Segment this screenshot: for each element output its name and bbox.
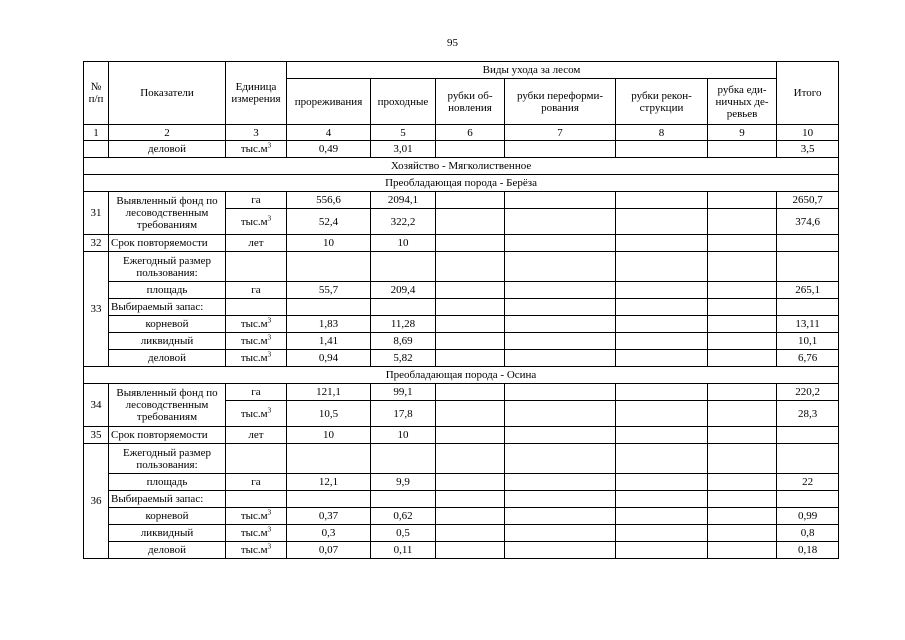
cell-thinning: 0,94	[287, 350, 371, 367]
row-unit: $тыс.м^3$	[226, 350, 287, 367]
cell-total: 13,11	[777, 316, 839, 333]
header-total: Итого	[777, 62, 839, 125]
cell-passing: 0,5	[371, 525, 436, 542]
table-row	[84, 508, 839, 525]
cell-thinning: 0,07	[287, 542, 371, 559]
forest-care-table	[83, 61, 839, 559]
row-label: деловой	[109, 141, 226, 158]
cell-passing: 17,8	[371, 401, 436, 427]
header-group-title: Виды ухода за лесом	[287, 62, 777, 79]
row-label: площадь	[109, 282, 226, 299]
subsection-row	[84, 367, 839, 384]
row-label: деловой	[109, 350, 226, 367]
cell-total: 28,3	[777, 401, 839, 427]
row-unit: $тыс.м^3$	[226, 542, 287, 559]
section-title: Хозяйство - Мягколиственное	[84, 158, 839, 175]
header-single-trees: рубка еди-ничных де-ревьев	[708, 79, 777, 125]
header-passing: проходные	[371, 79, 436, 125]
index-cell: 8	[616, 125, 708, 141]
row-number: 36	[84, 444, 109, 559]
header-thinning: прореживания	[287, 79, 371, 125]
cell-thinning: 0,49	[287, 141, 371, 158]
table-row	[84, 444, 839, 474]
row-unit: $тыс.м^3$	[226, 508, 287, 525]
cell-total: 0,8	[777, 525, 839, 542]
subsection-row	[84, 175, 839, 192]
cell-thinning: 0,3	[287, 525, 371, 542]
row-unit: га	[226, 192, 287, 209]
header-num: № п/п	[84, 62, 109, 125]
cell-passing: 322,2	[371, 209, 436, 235]
table-row	[84, 299, 839, 316]
index-cell: 9	[708, 125, 777, 141]
table-row	[84, 427, 839, 444]
cell-passing: 99,1	[371, 384, 436, 401]
row-number: 34	[84, 384, 109, 427]
cell-total: 6,76	[777, 350, 839, 367]
row-unit: $тыс.м^3$	[226, 333, 287, 350]
cell-thinning: 121,1	[287, 384, 371, 401]
cell-thinning: 12,1	[287, 474, 371, 491]
subsection-title: Преобладающая порода - Осина	[84, 367, 839, 384]
table-row	[84, 282, 839, 299]
cell-thinning: 55,7	[287, 282, 371, 299]
header-row	[84, 62, 839, 79]
cell-passing: 2094,1	[371, 192, 436, 209]
row-unit: га	[226, 282, 287, 299]
cell-total: 3,5	[777, 141, 839, 158]
cell-passing: 3,01	[371, 141, 436, 158]
table-row	[84, 235, 839, 252]
row-label: ликвидный	[109, 333, 226, 350]
cell-thinning: 10	[287, 427, 371, 444]
cell-thinning: 1,83	[287, 316, 371, 333]
cell-total: 22	[777, 474, 839, 491]
cell-total: 265,1	[777, 282, 839, 299]
row-unit: $тыс.м^3$	[226, 141, 287, 158]
header-reform: рубки переформи-рования	[505, 79, 616, 125]
table-row	[84, 491, 839, 508]
table-row	[84, 141, 839, 158]
header-unit: Единица измерения	[226, 62, 287, 125]
row-unit: $тыс.м^3$	[226, 401, 287, 427]
page-number: 95	[447, 37, 458, 49]
index-cell: 3	[226, 125, 287, 141]
cell-passing: 10	[371, 235, 436, 252]
index-cell: 6	[436, 125, 505, 141]
header-index-row	[84, 125, 839, 141]
table-row	[84, 316, 839, 333]
row-label: площадь	[109, 474, 226, 491]
row-label: Выбираемый запас:	[109, 491, 226, 508]
index-cell: 4	[287, 125, 371, 141]
header-indicators: Показатели	[109, 62, 226, 125]
table-row	[84, 333, 839, 350]
row-unit: $тыс.м^3$	[226, 209, 287, 235]
subsection-title: Преобладающая порода - Берёза	[84, 175, 839, 192]
cell-passing: 0,11	[371, 542, 436, 559]
cell-thinning: 556,6	[287, 192, 371, 209]
table-row	[84, 384, 839, 401]
table-row	[84, 192, 839, 209]
row-unit: га	[226, 474, 287, 491]
index-cell: 5	[371, 125, 436, 141]
table-row	[84, 542, 839, 559]
section-row	[84, 158, 839, 175]
row-label: Выявленный фонд по лесоводственным требованиям	[109, 192, 226, 235]
table-row	[84, 474, 839, 491]
row-label: Ежегодный размер пользования:	[109, 444, 226, 474]
cell-passing: 0,62	[371, 508, 436, 525]
row-number: 33	[84, 252, 109, 367]
row-label: Выбираемый запас:	[109, 299, 226, 316]
row-number: 35	[84, 427, 109, 444]
row-label: корневой	[109, 508, 226, 525]
table-row	[84, 525, 839, 542]
cell-passing: 10	[371, 427, 436, 444]
cell-thinning: 0,37	[287, 508, 371, 525]
row-number: 31	[84, 192, 109, 235]
row-label: деловой	[109, 542, 226, 559]
index-cell: 2	[109, 125, 226, 141]
header-renewal: рубки об-новления	[436, 79, 505, 125]
cell-passing: 9,9	[371, 474, 436, 491]
cell-thinning: 1,41	[287, 333, 371, 350]
index-cell: 1	[84, 125, 109, 141]
cell-total: 374,6	[777, 209, 839, 235]
cell-passing: 209,4	[371, 282, 436, 299]
row-unit: $тыс.м^3$	[226, 316, 287, 333]
row-label: Срок повторяемости	[109, 235, 226, 252]
cell-passing: 11,28	[371, 316, 436, 333]
row-label: корневой	[109, 316, 226, 333]
cell-total: 220,2	[777, 384, 839, 401]
header-reconstruction: рубки рекон-струкции	[616, 79, 708, 125]
row-label: Ежегодный размер пользования:	[109, 252, 226, 282]
row-unit: га	[226, 384, 287, 401]
row-unit: лет	[226, 235, 287, 252]
row-unit: лет	[226, 427, 287, 444]
cell-thinning: 10,5	[287, 401, 371, 427]
row-label: Выявленный фонд по лесоводственным требованиям	[109, 384, 226, 427]
cell-passing: 8,69	[371, 333, 436, 350]
row-number: 32	[84, 235, 109, 252]
cell-thinning: 10	[287, 235, 371, 252]
row-unit: $тыс.м^3$	[226, 525, 287, 542]
cell-total: 10,1	[777, 333, 839, 350]
row-label: Срок повторяемости	[109, 427, 226, 444]
cell-thinning: 52,4	[287, 209, 371, 235]
table-row	[84, 350, 839, 367]
index-cell: 10	[777, 125, 839, 141]
cell-passing: 5,82	[371, 350, 436, 367]
cell-total: 0,18	[777, 542, 839, 559]
row-label: ликвидный	[109, 525, 226, 542]
index-cell: 7	[505, 125, 616, 141]
cell-total: 2650,7	[777, 192, 839, 209]
table-row	[84, 252, 839, 282]
cell-total: 0,99	[777, 508, 839, 525]
